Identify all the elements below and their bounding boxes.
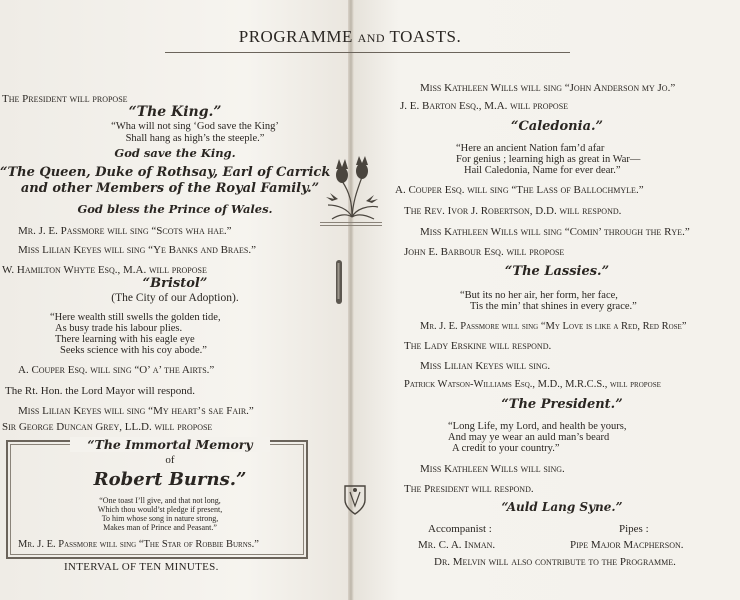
quote-line: A credit to your country.”: [452, 443, 560, 454]
programme-item: Mr. J. E. Passmore will sing “My Love is like a Red, Red Rose”: [420, 321, 687, 332]
quote-line: For genius ; learning high as great in War—: [456, 154, 641, 165]
quote-line: “Wha will not sing ‘God save the King’: [111, 121, 279, 132]
thistle-icon: [322, 155, 382, 223]
programme-item: The Rev. Ivor J. Robertson, D.D. will respond.: [404, 205, 622, 217]
programme-item: Mr. J. E. Passmore will sing “Scots wha hae.”: [18, 225, 232, 237]
quote-line: “But its no her air, her form, her face,: [460, 290, 618, 301]
page-title: PROGRAMME and TOASTS.: [238, 27, 462, 46]
programme-item: W. Hamilton Whyte Esq., M.A. will propose: [2, 264, 207, 276]
ornament-rule: [320, 222, 382, 223]
president-propose-text: The President will propose: [2, 93, 128, 105]
programme-item: A. Couper Esq. will sing “The Lass of Ballochmyle.”: [395, 184, 644, 196]
toast-bristol-subtitle: (The City of our Adoption).: [111, 292, 239, 304]
programme-item: Miss Kathleen Wills will sing.: [420, 463, 565, 475]
accompanist-label: Accompanist :: [428, 523, 492, 535]
toast-president: “The President.”: [501, 397, 623, 412]
pipes-label: Pipes :: [619, 523, 649, 535]
title-divider: [165, 52, 570, 53]
programme-item: Miss Kathleen Wills will sing “John Anderson my Jo.”: [420, 82, 676, 94]
left-page: [0, 0, 352, 600]
toast-immortal-of: of: [165, 454, 175, 466]
quote-line: “Here wealth still swells the golden tide,: [50, 312, 221, 323]
quote-line: “Long Life, my Lord, and health be yours,: [448, 421, 627, 432]
programme-item: The Rt. Hon. the Lord Mayor will respond.: [5, 385, 196, 397]
accompanist-name: Mr. C. A. Inman.: [418, 539, 496, 551]
toast-caledonia: “Caledonia.”: [510, 119, 604, 134]
quote-line: Makes man of Prince and Peasant.”: [103, 523, 217, 532]
programme-item: A. Couper Esq. will sing “O’ a’ the Airts.”: [18, 364, 215, 376]
ornament-rule: [320, 225, 382, 226]
quote-line: “Here an ancient Nation fam’d afar: [456, 143, 605, 154]
programme-item: Mr. J. E. Passmore will sing “The Star of Robbie Burns.”: [18, 539, 259, 550]
programme-item: Miss Kathleen Wills will sing “Comin’ through the Rye.”: [420, 226, 690, 238]
programme-item: J. E. Barton Esq., M.A. will propose: [400, 100, 569, 112]
toast-robert-burns: Robert Burns.”: [93, 469, 247, 490]
programme-item: John E. Barbour Esq. will propose: [404, 246, 565, 258]
quote-line: And may ye wear an auld man’s beard: [448, 432, 610, 443]
toast-bristol: “Bristol”: [142, 276, 208, 291]
programme-item: Sir George Duncan Grey, LL.D. will propose: [2, 421, 213, 433]
quote-line: Tis the min’ that shines in every grace.”: [470, 301, 637, 312]
programme-item: The President will respond.: [404, 483, 534, 495]
pipes-name: Pipe Major Macpherson.: [570, 539, 684, 551]
quote-line: “One toast I’ll give, and that not long,: [99, 496, 221, 505]
quote-line: Shall hang as high’s the steeple.”: [125, 133, 265, 144]
god-save-king: God save the King.: [114, 146, 236, 160]
toast-queen-line-1: “The Queen, Duke of Rothsay, Earl of Carrick: [0, 165, 331, 180]
interval-notice: INTERVAL OF TEN MINUTES.: [64, 561, 219, 573]
programme-item: Miss Lilian Keyes will sing “My heart’s sae Fair.”: [18, 405, 254, 417]
quote-line: To him whose song in nature strong,: [101, 514, 219, 523]
quote-line: As busy trade his labour plies.: [55, 323, 183, 334]
quote-line: Which thou would’st pledge if present,: [97, 505, 223, 514]
programme-item: Patrick Watson-Williams Esq., M.D., M.R.C.S., will propose: [404, 379, 661, 390]
toast-immortal-memory: “The Immortal Memory: [70, 437, 270, 452]
quote-line: Hail Caledonia, Name for ever dear.”: [464, 165, 621, 176]
right-page: [352, 0, 740, 600]
quote-line: Seeks science with his coy abode.”: [60, 345, 207, 356]
quote-line: There learning with his eagle eye: [55, 334, 195, 345]
toast-queen-line-2: and other Members of the Royal Family.”: [20, 181, 320, 196]
binding-pin-icon: [333, 258, 345, 306]
god-bless-prince: God bless the Prince of Wales.: [77, 202, 273, 216]
programme-item: The Lady Erskine will respond.: [404, 340, 552, 352]
toast-auld-lang-syne: “Auld Lang Syne.”: [501, 500, 623, 514]
programme-note: Dr. Melvin will also contribute to the Programme.: [434, 556, 676, 568]
toast-king: “The King.”: [128, 104, 222, 120]
crest-icon: [340, 482, 370, 518]
programme-item: Miss Lilian Keyes will sing.: [420, 360, 551, 372]
programme-item: Miss Lilian Keyes will sing “Ye Banks and Braes.”: [18, 244, 257, 256]
toast-lassies: “The Lassies.”: [504, 264, 610, 279]
